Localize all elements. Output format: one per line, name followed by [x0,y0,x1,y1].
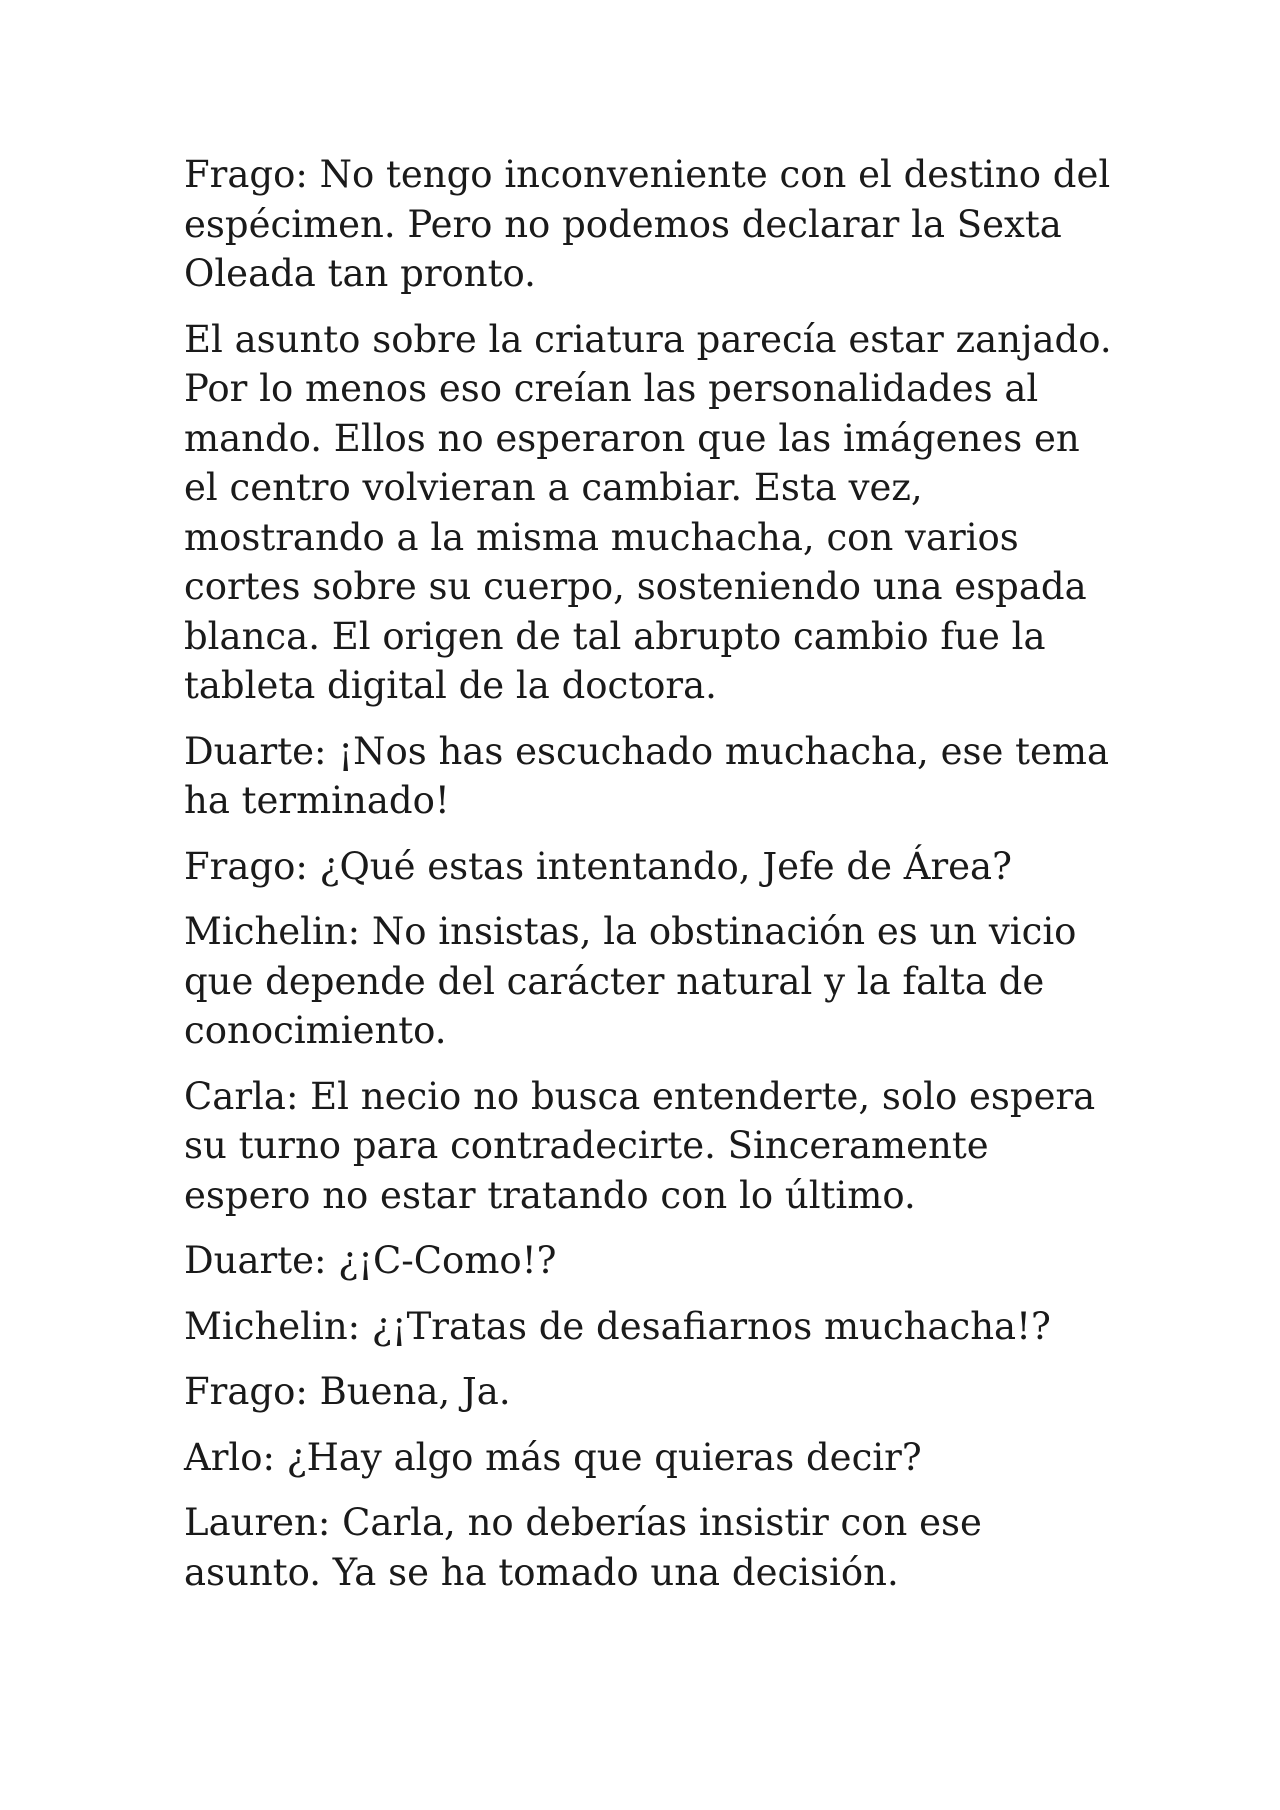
paragraph-carla-1: Carla: El necio no busca entenderte, solo espera su turno para contradecirte. Sinceramente espero no estar tratando con lo último. [184,1074,1096,1217]
paragraph-frago-3: Frago: Buena, Ja. [184,1370,511,1413]
paragraph-frago-2: Frago: ¿Qué estas intentando, Jefe de Área? [184,844,1012,888]
paragraph-michelin-2: Michelin: ¿¡Tratas de desafiarnos muchacha!? [184,1304,1051,1348]
paragraph-narration: El asunto sobre la criatura parecía estar zanjado. Por lo menos eso creían las personalidades al mando. Ellos no esperaron que las imágenes en el centro volvieran a cambiar. Esta vez, mostrando a la misma muchacha, con varios cortes sobre su cuerpo, sosteniendo una espada blanca. El origen de tal abrupto cambio fue la tableta digital de la doctora. [184,317,1112,707]
paragraph-duarte-1: Duarte: ¡Nos has escuchado muchacha, ese tema ha terminado! [184,729,1110,822]
paragraph-arlo-1: Arlo: ¿Hay algo más que quieras decir? [184,1435,922,1479]
paragraph-michelin-1: Michelin: No insistas, la obstinación es un vicio que depende del carácter natural y la falta de conocimiento. [184,910,1077,1052]
paragraph-lauren-1: Lauren: Carla, no deberías insistir con ese asunto. Ya se ha tomado una decisión. [184,1501,982,1594]
paragraph-duarte-2: Duarte: ¿¡C-Como!? [184,1239,557,1282]
paragraph-frago-1: Frago: No tengo inconveniente con el destino del espécimen. Pero no podemos declarar la Sexta Oleada tan pronto. [184,153,1111,295]
document-page [184,150,1114,1613]
